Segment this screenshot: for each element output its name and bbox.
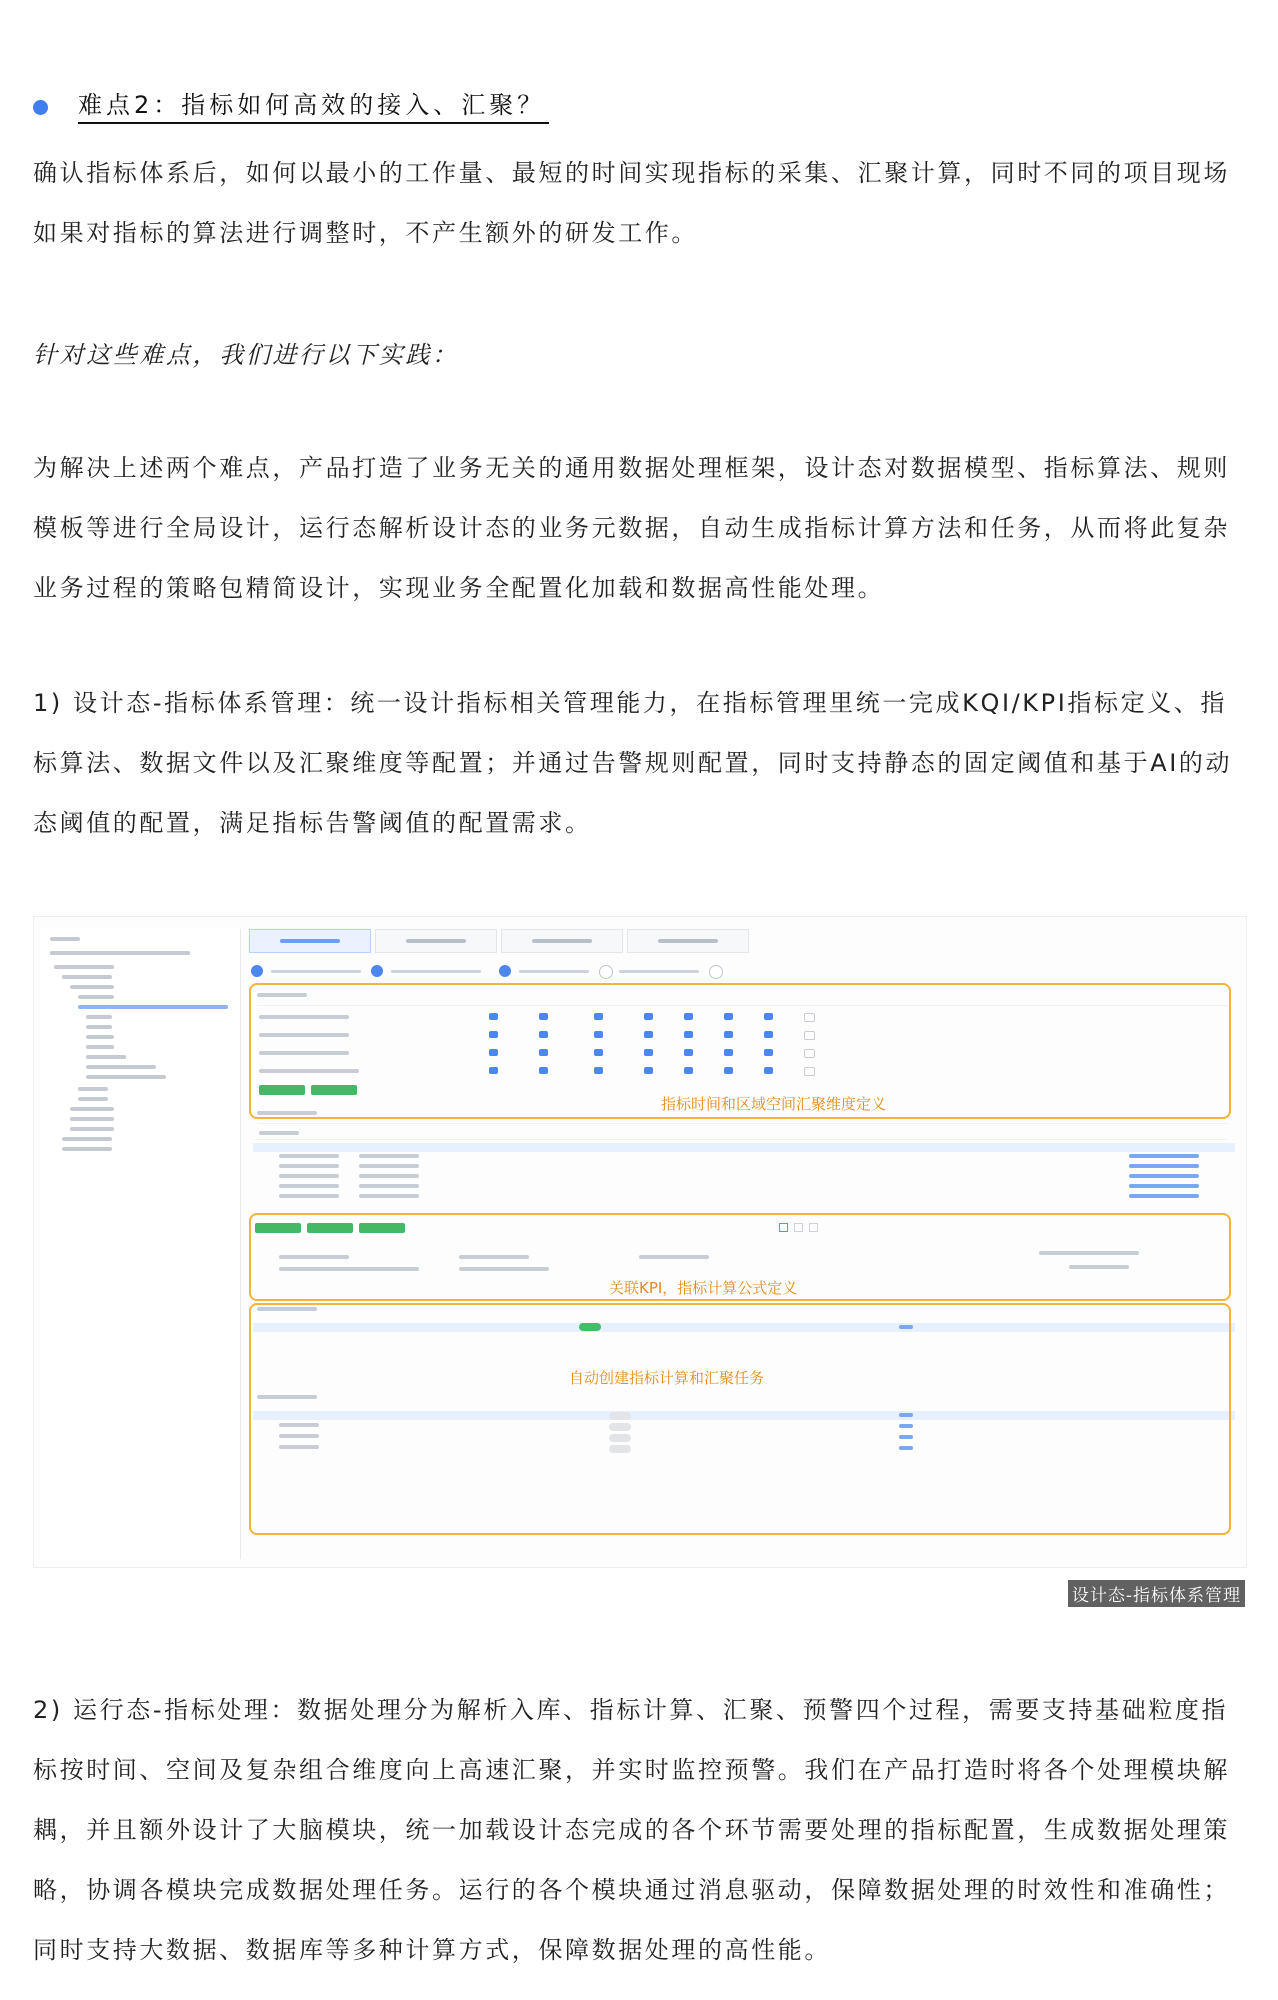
bullet-dot-icon [33, 100, 48, 115]
annotation-label-dimension: 指标时间和区域空间汇聚维度定义 [661, 1095, 887, 1113]
figure-main-panel [249, 925, 1239, 1561]
annotation-box-task [249, 1303, 1231, 1535]
paragraph-2: 针对这些难点，我们进行以下实践： [33, 341, 459, 369]
paragraph-1: 确认指标体系后，如何以最小的工作量、最短的时间实现指标的采集、汇聚计算，同时不同的项目现场如果对指标的算法进行调整时，不产生额外的研发工作。 [33, 159, 1230, 247]
paragraph-3: 为解决上述两个难点，产品打造了业务无关的通用数据处理框架，设计态对数据模型、指标算法、规则模板等进行全局设计，运行态解析设计态的业务元数据，自动生成指标计算方法和任务，从而将此复杂业务过程的策略包精简设计，实现业务全配置化加载和数据高性能处理。 [33, 454, 1230, 602]
section-heading [33, 90, 549, 124]
figure-tree-sidebar [40, 929, 241, 1559]
heading-text: 难点2：指标如何高效的接入、汇聚？ [78, 90, 549, 124]
annotation-label-kpi: 关联KPI，指标计算公式定义 [609, 1279, 798, 1297]
annotation-label-task: 自动创建指标计算和汇聚任务 [569, 1369, 765, 1387]
figure-caption: 设计态-指标体系管理 [1068, 1580, 1245, 1607]
paragraph-5: 2) 运行态-指标处理：数据处理分为解析入库、指标计算、汇聚、预警四个过程，需要支持基础粒度指标按时间、空间及复杂组合维度向上高速汇聚，并实时监控预警。我们在产品打造时将各个处理模块解耦，并且额外设计了大脑模块，统一加载设计态完成的各个环节需要处理的指标配置，生成数据处理策略，协调各模块完成数据处理任务。运行的各个模块通过消息驱动，保障数据处理的时效性和准确性；同时支持大数据、数据库等多种计算方式，保障数据处理的高性能。 [33, 1696, 1230, 1964]
paragraph-4: 1) 设计态-指标体系管理：统一设计指标相关管理能力，在指标管理里统一完成KQI/KPI指标定义、指标算法、数据文件以及汇聚维度等配置；并通过告警规则配置，同时支持静态的固定阈值和基于AI的动态阈值的配置，满足指标告警阈值的配置需求。 [33, 689, 1233, 837]
screenshot-figure [33, 916, 1247, 1568]
